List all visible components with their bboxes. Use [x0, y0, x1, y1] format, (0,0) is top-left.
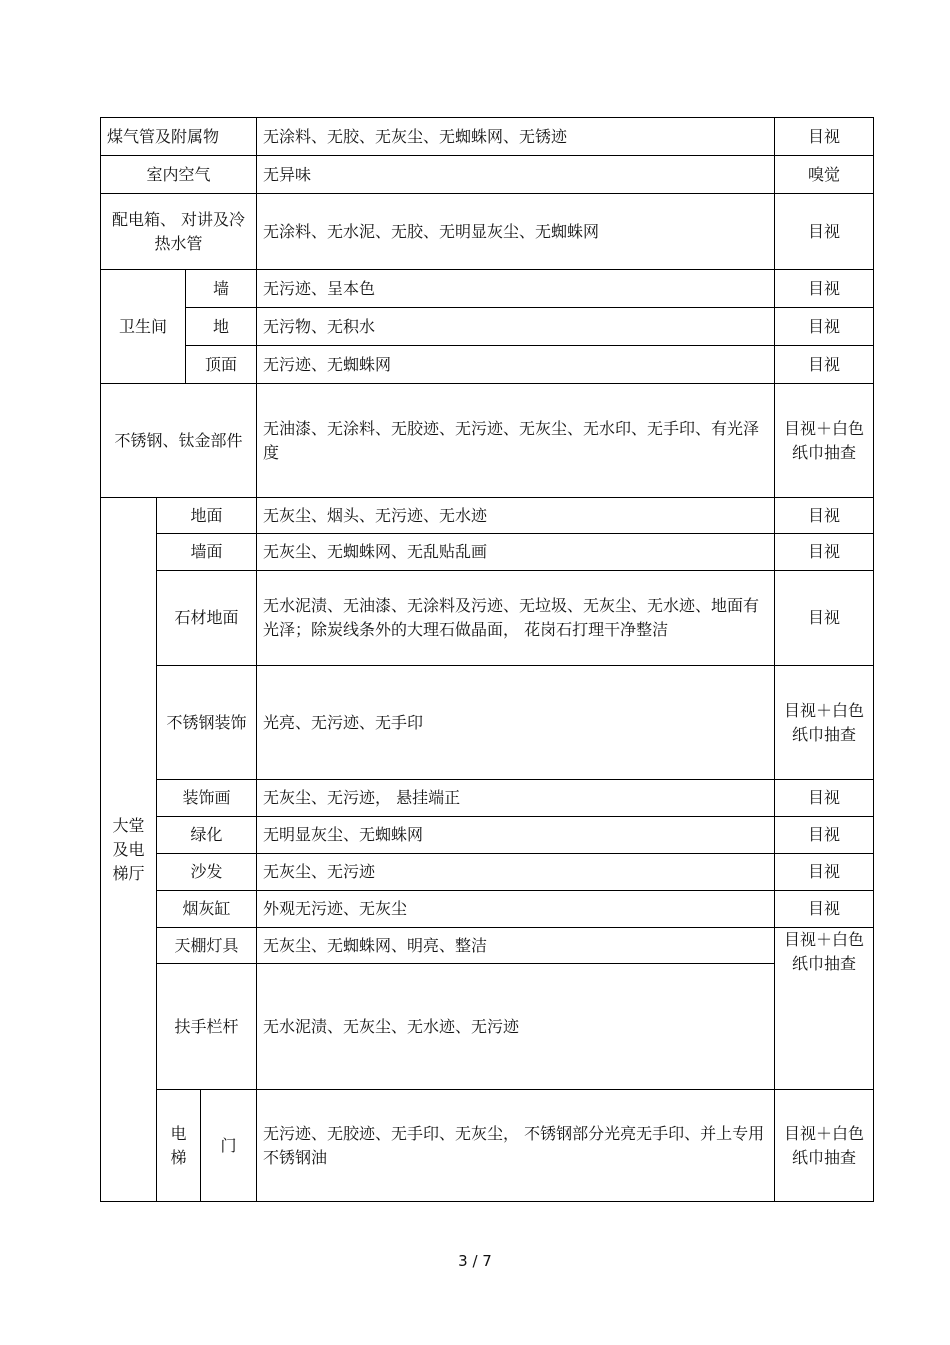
standard-cell: 无污迹、无蜘蛛网	[257, 346, 775, 384]
table-row	[101, 270, 874, 308]
method-cell: 目视	[775, 308, 874, 346]
standard-cell: 外观无污迹、无灰尘	[257, 891, 775, 928]
sub-item-cell: 沙发	[157, 854, 257, 891]
group-cell-bathroom: 卫生间	[101, 270, 186, 384]
standard-cell: 无灰尘、无蜘蛛网、明亮、整洁	[257, 928, 775, 964]
method-cell: 目视	[775, 891, 874, 928]
method-cell: 目视＋白色纸巾抽查	[775, 928, 874, 1090]
method-cell: 目视	[775, 194, 874, 270]
standard-cell: 无涂料、无水泥、无胶、无明显灰尘、无蜘蛛网	[257, 194, 775, 270]
method-cell: 目视	[775, 780, 874, 817]
table-row	[101, 666, 874, 780]
sub-item-cell: 门	[201, 1090, 257, 1202]
sub-item-cell: 扶手栏杆	[157, 964, 257, 1090]
method-cell: 目视＋白色纸巾抽查	[775, 384, 874, 498]
method-cell: 目视	[775, 534, 874, 571]
sub-item-cell: 不锈钢装饰	[157, 666, 257, 780]
standard-cell: 无灰尘、无污迹， 悬挂端正	[257, 780, 775, 817]
standard-cell: 无明显灰尘、无蜘蛛网	[257, 817, 775, 854]
sub-item-cell: 墙	[186, 270, 257, 308]
method-cell: 目视	[775, 571, 874, 666]
sub-item-cell: 绿化	[157, 817, 257, 854]
method-cell: 目视	[775, 854, 874, 891]
method-cell: 目视	[775, 346, 874, 384]
method-cell: 嗅觉	[775, 156, 874, 194]
standard-cell: 无灰尘、无蜘蛛网、无乱贴乱画	[257, 534, 775, 571]
standard-cell: 无水泥渍、无油漆、无涂料及污迹、无垃圾、无灰尘、无水迹、地面有光泽；除炭线条外的大理石做晶面， 花岗石打理干净整洁	[257, 571, 775, 666]
standard-cell: 无涂料、无胶、无灰尘、无蜘蛛网、无锈迹	[257, 118, 775, 156]
item-cell: 配电箱、 对讲及冷热水管	[101, 194, 257, 270]
method-cell: 目视＋白色纸巾抽查	[775, 1090, 874, 1202]
sub-item-cell: 石材地面	[157, 571, 257, 666]
page-number: 3 / 7	[458, 1252, 492, 1270]
method-cell: 目视＋白色纸巾抽查	[775, 666, 874, 780]
sub-item-cell: 烟灰缸	[157, 891, 257, 928]
table-row	[101, 384, 874, 498]
sub-item-cell: 装饰画	[157, 780, 257, 817]
table-row	[101, 1090, 874, 1202]
sub-item-cell: 地	[186, 308, 257, 346]
table-row	[101, 534, 874, 571]
table-row	[101, 817, 874, 854]
item-cell: 室内空气	[101, 156, 257, 194]
sub-item-cell: 地面	[157, 498, 257, 534]
method-cell: 目视	[775, 118, 874, 156]
table-row	[101, 308, 874, 346]
table-row	[101, 891, 874, 928]
item-cell: 不锈钢、钛金部件	[101, 384, 257, 498]
inspection-standard-table	[100, 117, 874, 1202]
table-row	[101, 854, 874, 891]
elevator-label-cell: 电梯	[157, 1090, 201, 1202]
standard-cell: 无灰尘、烟头、无污迹、无水迹	[257, 498, 775, 534]
table-row	[101, 964, 874, 1090]
standard-cell: 无灰尘、无污迹	[257, 854, 775, 891]
item-cell: 煤气管及附属物	[101, 118, 257, 156]
table-row	[101, 194, 874, 270]
sub-item-cell: 天棚灯具	[157, 928, 257, 964]
table-row	[101, 780, 874, 817]
standard-cell: 光亮、无污迹、无手印	[257, 666, 775, 780]
sub-item-cell: 墙面	[157, 534, 257, 571]
table-row	[101, 571, 874, 666]
method-cell: 目视	[775, 817, 874, 854]
sub-item-cell: 顶面	[186, 346, 257, 384]
table-row	[101, 928, 874, 964]
standard-cell: 无油漆、无涂料、无胶迹、无污迹、无灰尘、无水印、无手印、有光泽度	[257, 384, 775, 498]
standard-cell: 无污迹、呈本色	[257, 270, 775, 308]
standard-cell: 无污物、无积水	[257, 308, 775, 346]
table-row	[101, 156, 874, 194]
table-row	[101, 498, 874, 534]
table-row	[101, 346, 874, 384]
standard-cell: 无异味	[257, 156, 775, 194]
method-cell: 目视	[775, 270, 874, 308]
group-cell-lobby: 大堂及电梯厅	[101, 498, 157, 1202]
table-row	[101, 118, 874, 156]
standard-cell: 无污迹、无胶迹、无手印、无灰尘， 不锈钢部分光亮无手印、并上专用不锈钢油	[257, 1090, 775, 1202]
standard-cell: 无水泥渍、无灰尘、无水迹、无污迹	[257, 964, 775, 1090]
method-cell: 目视	[775, 498, 874, 534]
